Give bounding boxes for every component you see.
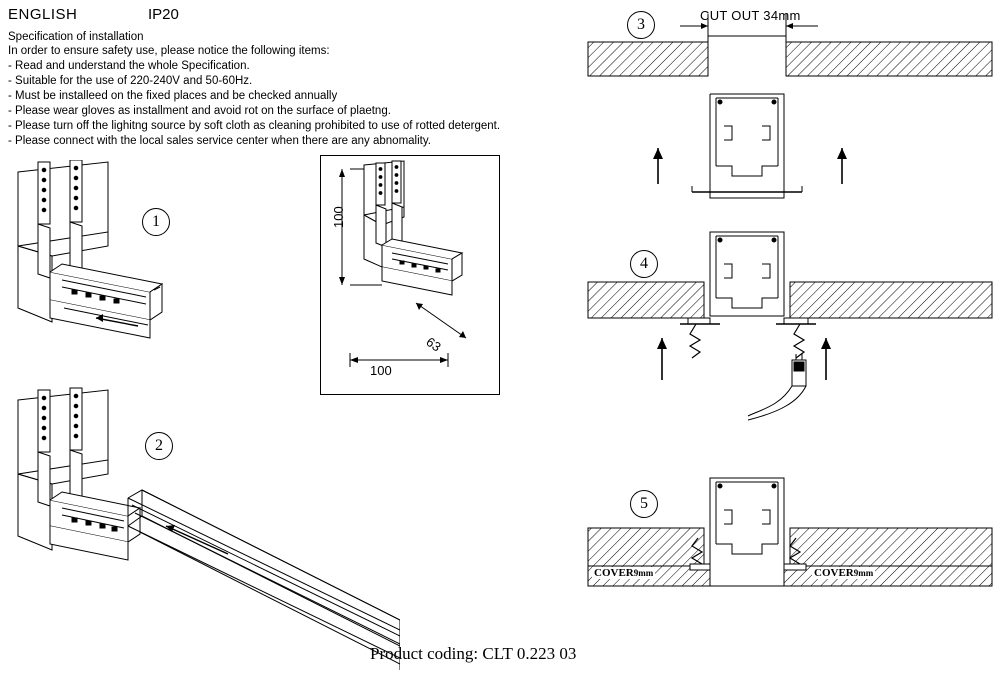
spec-intro: In order to ensure safety use, please notice the following items:	[8, 45, 330, 57]
dimension-width-label: 100	[370, 363, 392, 378]
spec-item: - Must be installeed on the fixed places and be checked annually	[8, 90, 338, 102]
cut-out-label: CUT OUT 34mm	[700, 8, 801, 23]
spec-title: Specification of installation	[8, 31, 144, 43]
spec-item: - Read and understand the whole Specification.	[8, 60, 250, 72]
figure-dimension-box	[320, 155, 500, 395]
step-number-2: 2	[145, 432, 173, 460]
dimension-depth-label: 63	[423, 334, 444, 355]
step-number-3: 3	[627, 11, 655, 39]
figure-step5-drawing	[580, 460, 1000, 620]
cover-label-left-text: COVER	[594, 567, 634, 579]
cover-label-right	[812, 567, 875, 579]
cover-label-right-value: 9mm	[853, 568, 874, 578]
product-coding-label: Product coding: CLT 0.223 03	[370, 644, 577, 663]
spec-item: - Please wear gloves as installment and avoid rot on the surface of plaetng.	[8, 105, 391, 117]
cover-label-left-value: 9mm	[633, 568, 654, 578]
dimension-height-label: 100	[331, 206, 346, 228]
figure-step2-drawing	[0, 380, 400, 680]
language-label: ENGLISH	[8, 6, 78, 23]
spec-item: - Please turn off the lighitng source by soft cloth as cleaning prohibited to use of rotted detergent.	[8, 120, 501, 132]
spec-item: - Please connect with the local sales service center when there are any abnomality.	[8, 135, 431, 147]
ip-rating-label: IP20	[148, 6, 179, 23]
panel-divider	[560, 0, 561, 690]
spec-item: - Suitable for the use of 220-240V and 50-60Hz.	[8, 75, 253, 87]
cover-label-left	[592, 567, 655, 579]
step-number-5: 5	[630, 490, 658, 518]
step-number-4: 4	[630, 250, 658, 278]
step-number-1: 1	[142, 208, 170, 236]
cover-label-right-text: COVER	[814, 567, 854, 579]
figure-step1-drawing	[0, 160, 330, 360]
